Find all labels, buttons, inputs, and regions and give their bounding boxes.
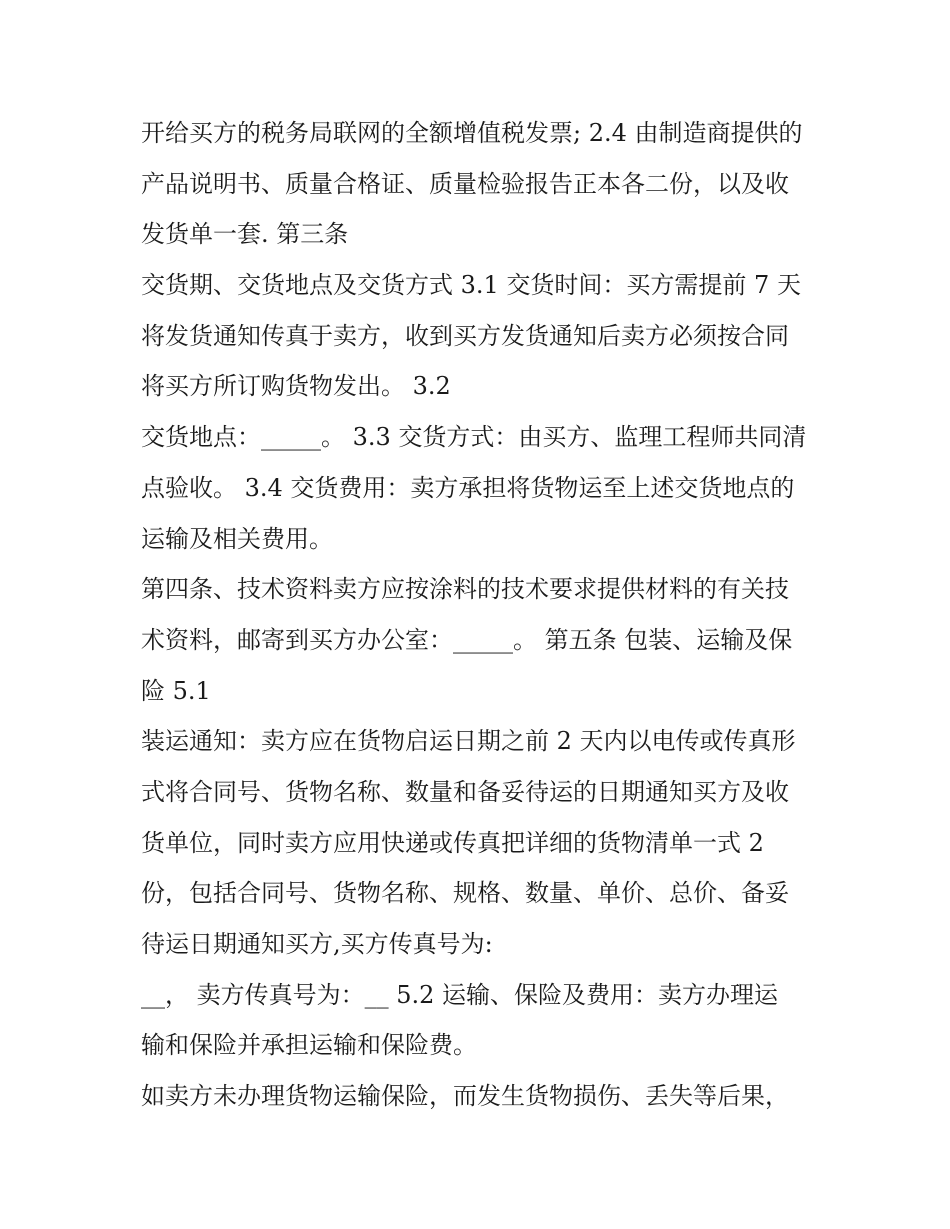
text-line: 运输及相关费用。: [141, 524, 333, 553]
text-line: __， 卖方传真号为：__ 5.2 运输、保险及费用：卖方办理运: [141, 980, 779, 1009]
text-line: 待运日期通知买方,买方传真号为:: [141, 930, 493, 958]
text-line: 术资料，邮寄到买方办公室：_____。 第五条 包装、运输及保: [141, 625, 793, 654]
text-line: 式将合同号、货物名称、数量和备妥待运的日期通知买方及收: [141, 777, 789, 806]
text-line: 产品说明书、质量合格证、质量检验报告正本各二份，以及收: [141, 169, 789, 198]
text-line: 货单位，同时卖方应用快递或传真把详细的货物清单一式 2: [141, 828, 764, 857]
text-line: 险 5.1: [141, 676, 211, 705]
text-line: 第四条、技术资料卖方应按涂料的技术要求提供材料的有关技: [141, 575, 789, 604]
text-line: 交货期、交货地点及交货方式 3.1 交货时间：买方需提前 7 天: [141, 271, 801, 300]
text-line: 份，包括合同号、货物名称、规格、数量、单价、总价、备妥: [141, 879, 789, 908]
text-line: 输和保险并承担运输和保险费。: [141, 1031, 477, 1060]
text-line: 将买方所订购货物发出。 3.2: [141, 372, 451, 401]
document-body: [141, 108, 831, 1122]
text-line: 装运通知：卖方应在货物启运日期之前 2 天内以电传或传真形: [141, 727, 796, 756]
text-line: 将发货通知传真于卖方，收到买方发货通知后卖方必须按合同: [141, 321, 789, 350]
text-line: 发货单一套. 第三条: [141, 220, 349, 249]
text-line: 点验收。 3.4 交货费用：卖方承担将货物运至上述交货地点的: [141, 473, 795, 502]
text-line: 如卖方未办理货物运输保险，而发生货物损伤、丢失等后果，: [141, 1082, 789, 1111]
text-line: 开给买方的税务局联网的全额增值税发票; 2.4 由制造商提供的: [141, 119, 803, 147]
text-line: 交货地点：_____。 3.3 交货方式：由买方、监理工程师共同清: [141, 423, 807, 452]
